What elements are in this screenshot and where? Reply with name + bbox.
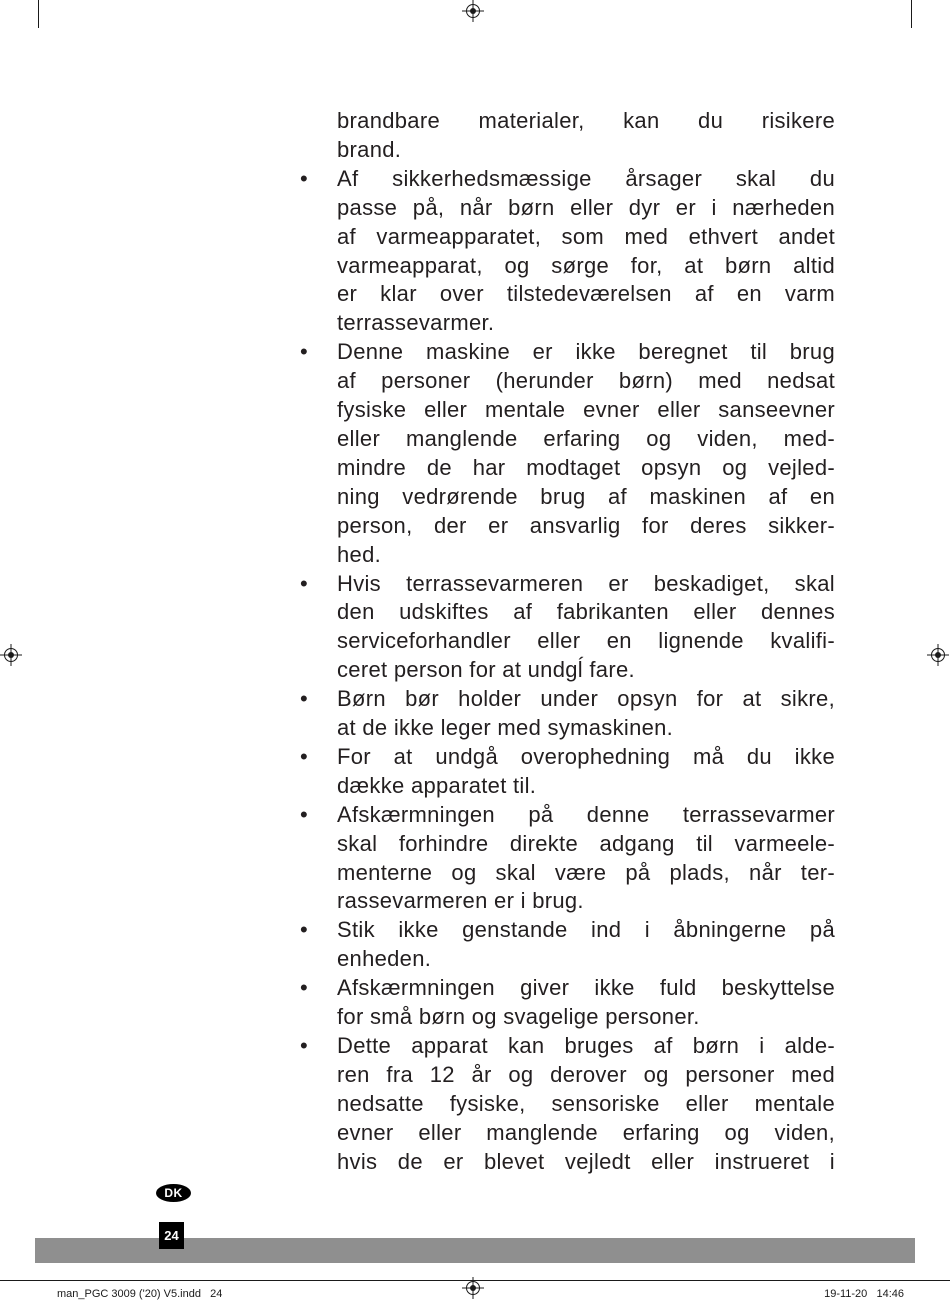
text-line: menterne og skal være på plads, når ter- — [337, 859, 835, 885]
text-line: brand. — [337, 136, 402, 162]
text-line: eller manglende erfaring og viden, med- — [337, 425, 835, 451]
text-line: nedsatte fysiske, sensoriske eller mentale — [337, 1090, 835, 1116]
text-line: Denne maskine er ikke beregnet til brug — [337, 339, 835, 365]
text-line: af varmeapparatet, som med ethvert andet — [337, 223, 835, 249]
text-line: dække apparatet til. — [337, 772, 537, 798]
text-line: af personer (herunder børn) med nedsat — [337, 368, 835, 394]
body-text — [300, 107, 835, 1177]
paragraph — [337, 107, 835, 165]
text-line: Børn bør holder under opsyn for at sikre, — [337, 686, 835, 712]
bullet-marker: • — [300, 1033, 309, 1058]
bullet-marker: • — [300, 743, 309, 769]
text-line: For at undgå overophedning må du ikke — [337, 743, 835, 769]
registration-mark-top — [462, 0, 484, 22]
text-line: hed. — [337, 541, 382, 567]
bullet-marker: • — [300, 165, 309, 191]
text-line: hvis de er blevet vejledt eller instrueret i — [337, 1148, 835, 1174]
text-line: at de ikke leger med symaskinen. — [337, 715, 674, 741]
footer-rule — [0, 1280, 950, 1281]
text-line: brandbare materialer, kan du risikere — [337, 108, 835, 133]
crop-mark-top-left — [38, 0, 39, 28]
text-line: person, der er ansvarlig for deres sikker- — [337, 512, 835, 538]
text-line: passe på, når børn eller dyr er i nærheden — [337, 194, 835, 220]
bullet-item — [300, 1032, 835, 1177]
page-number: 24 — [164, 1228, 179, 1243]
bullet-item — [300, 743, 835, 801]
text-line: er klar over tilstedeværelsen af en varm — [337, 281, 835, 307]
text-line: Af sikkerhedsmæssige årsager skal du — [337, 165, 835, 191]
text-line: serviceforhandler eller en lignende kvalifi- — [337, 628, 835, 654]
bullet-item — [300, 916, 835, 974]
text-line: Afskærmningen på denne terrassevarmer — [337, 801, 835, 827]
text-line: rassevarmeren er i brug. — [337, 888, 584, 914]
text-line: terrassevarmer. — [337, 310, 495, 336]
bullet-item — [300, 974, 835, 1032]
text-line: evner eller manglende erfaring og viden, — [337, 1119, 835, 1145]
text-line: Afskærmningen giver ikke fuld beskyttelse — [337, 975, 835, 1001]
text-line: ren fra 12 år og derover og personer med — [337, 1061, 835, 1087]
text-line: ceret person for at undgĺ fare. — [337, 657, 635, 683]
bullet-item — [300, 685, 835, 743]
registration-mark-left — [0, 644, 22, 666]
text-line: Stik ikke genstande ind i åbningerne på — [337, 917, 835, 943]
text-line: enheden. — [337, 946, 432, 972]
text-line: ning vedrørende brug af maskinen af en — [337, 483, 835, 509]
bullet-item — [300, 165, 835, 338]
language-badge: DK — [156, 1184, 191, 1202]
footer-datetime: 19-11-20 14:46 — [824, 1288, 904, 1300]
bullet-item — [300, 801, 835, 917]
text-line: skal forhindre direkte adgang til varmeele- — [337, 830, 835, 856]
registration-mark-right — [927, 644, 949, 666]
text-line: Dette apparat kan bruges af børn i alde- — [337, 1033, 835, 1058]
bullet-marker: • — [300, 686, 309, 712]
bullet-marker: • — [300, 975, 309, 1001]
text-line: mindre de har modtaget opsyn og vejled- — [337, 454, 835, 480]
text-line: for små børn og svagelige personer. — [337, 1004, 700, 1030]
bullet-marker: • — [300, 801, 309, 827]
text-line: fysiske eller mentale evner eller sanseevner — [337, 397, 835, 423]
text-line: Hvis terrassevarmeren er beskadiget, skal — [337, 570, 835, 596]
text-line: den udskiftes af fabrikanten eller dennes — [337, 599, 835, 625]
bullet-item — [300, 338, 835, 569]
footer-filename: man_PGC 3009 ('20) V5.indd 24 — [57, 1288, 223, 1300]
bullet-marker: • — [300, 570, 309, 596]
page-number-box — [159, 1222, 184, 1249]
bullet-item — [300, 570, 835, 686]
crop-mark-top-right — [911, 0, 912, 28]
text-line: varmeapparat, og sørge for, at børn altid — [337, 252, 835, 278]
bullet-marker: • — [300, 339, 309, 365]
bullet-marker: • — [300, 917, 309, 943]
